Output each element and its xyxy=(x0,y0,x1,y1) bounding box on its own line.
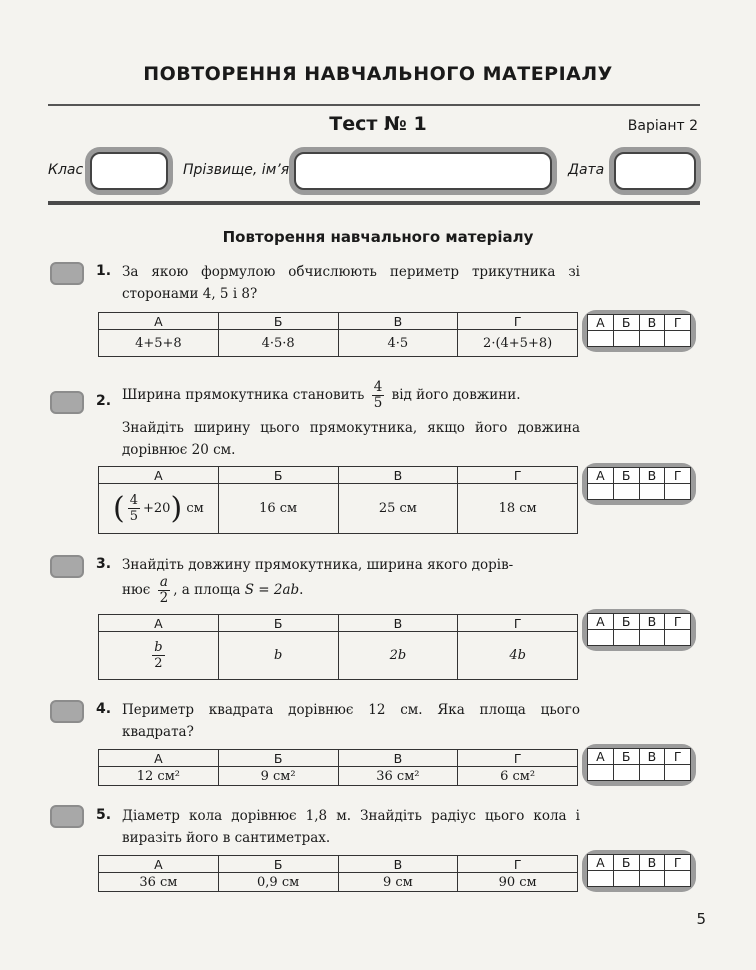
option-g: 2·(4+5+8) xyxy=(458,330,578,357)
option-header-g: Г xyxy=(458,856,578,873)
options-table xyxy=(98,466,578,534)
option-a: 4+5+8 xyxy=(99,330,219,357)
score-box[interactable] xyxy=(50,555,84,578)
option-a-unit: см xyxy=(186,501,204,516)
answer-grid xyxy=(582,850,696,892)
answer-letter-v: В xyxy=(639,749,665,765)
fraction-denominator: 2 xyxy=(159,590,169,606)
option-b-value: b xyxy=(273,648,283,663)
answer-cell-v[interactable] xyxy=(639,765,665,781)
answer-letter-g: Г xyxy=(665,614,691,630)
paren-right: ) xyxy=(170,491,183,526)
answer-cell-b[interactable] xyxy=(613,630,639,646)
option-header-a: А xyxy=(99,750,219,767)
answer-letter-b: Б xyxy=(613,614,639,630)
answer-letter-v: В xyxy=(639,315,665,331)
page-title: ПОВТОРЕННЯ НАВЧАЛЬНОГО МАТЕРІАЛУ xyxy=(143,63,613,85)
answer-grid xyxy=(582,463,696,505)
answer-cell-a[interactable] xyxy=(588,765,614,781)
fraction-numerator: 4 xyxy=(129,493,139,508)
question-text-part: нює xyxy=(122,582,151,598)
answer-cell-v[interactable] xyxy=(639,871,665,887)
question-number: 4. xyxy=(96,701,112,717)
question-text xyxy=(122,380,580,411)
question-text: Периметр квадрата дорівнює 12 см. Яка площа цього квадрата? xyxy=(122,702,580,740)
answer-letter-b: Б xyxy=(613,468,639,484)
option-v xyxy=(338,632,458,680)
answer-cell-a[interactable] xyxy=(588,484,614,500)
answer-letter-b: Б xyxy=(613,855,639,871)
fraction-numerator-value: a xyxy=(159,574,168,590)
option-header-b: Б xyxy=(218,615,338,632)
answer-cell-v[interactable] xyxy=(639,484,665,500)
answer-letter-a: А xyxy=(588,614,614,630)
answer-cell-b[interactable] xyxy=(613,484,639,500)
score-box[interactable] xyxy=(50,805,84,828)
option-a xyxy=(99,632,219,680)
option-header-a: А xyxy=(99,615,219,632)
option-v: 25 см xyxy=(338,484,458,534)
fraction xyxy=(152,640,164,671)
answer-cell-g[interactable] xyxy=(665,331,691,347)
class-label: Клас xyxy=(48,162,84,178)
option-header-a: А xyxy=(99,467,219,484)
question-text: Знайдіть довжину прямокутника, ширина якого дорів- xyxy=(122,557,514,573)
fraction xyxy=(158,575,171,606)
answer-letter-v: В xyxy=(639,614,665,630)
formula: S = 2ab xyxy=(244,582,300,598)
fraction xyxy=(128,493,140,524)
question-text: За якою формулою обчислюють периметр трикутника зі сторонами 4, 5 і 8? xyxy=(122,264,580,302)
option-a: 36 см xyxy=(99,873,219,892)
fraction-numerator: 4 xyxy=(373,379,383,395)
answer-cell-g[interactable] xyxy=(665,765,691,781)
option-b: 16 см xyxy=(218,484,338,534)
answer-letter-a: А xyxy=(588,468,614,484)
class-field[interactable] xyxy=(90,152,168,190)
fraction-denominator: 5 xyxy=(373,395,383,411)
score-box[interactable] xyxy=(50,391,84,414)
fraction-numerator xyxy=(158,575,171,591)
options-table xyxy=(98,312,578,357)
fraction xyxy=(372,380,385,411)
answer-letter-b: Б xyxy=(613,315,639,331)
question-number: 2. xyxy=(96,393,112,409)
date-field[interactable] xyxy=(614,152,696,190)
answer-grid xyxy=(582,609,696,651)
question-number: 5. xyxy=(96,807,112,823)
option-header-a: А xyxy=(99,313,219,330)
answer-cell-a[interactable] xyxy=(588,630,614,646)
answer-letter-g: Г xyxy=(665,468,691,484)
option-g-value: 4b xyxy=(509,648,526,663)
option-header-b: Б xyxy=(218,313,338,330)
score-box[interactable] xyxy=(50,700,84,723)
answer-cell-g[interactable] xyxy=(665,484,691,500)
option-a: 12 см² xyxy=(99,767,219,786)
answer-letter-a: А xyxy=(588,855,614,871)
date-label: Дата xyxy=(568,162,605,178)
answer-grid xyxy=(582,744,696,786)
option-header-v: В xyxy=(338,750,458,767)
answer-cell-a[interactable] xyxy=(588,331,614,347)
question-text-2: Знайдіть ширину цього прямокутника, якщо його довжина дорівнює 20 см. xyxy=(122,420,580,458)
option-g xyxy=(458,632,578,680)
name-field[interactable] xyxy=(294,152,552,190)
option-header-v: В xyxy=(338,856,458,873)
question-text-2 xyxy=(122,575,580,606)
divider-header-bottom xyxy=(48,201,700,205)
option-header-a: А xyxy=(99,856,219,873)
option-header-v: В xyxy=(338,467,458,484)
fraction-numerator-value: b xyxy=(154,640,163,655)
option-v: 9 см xyxy=(338,873,458,892)
option-g: 18 см xyxy=(458,484,578,534)
option-b: 0,9 см xyxy=(218,873,338,892)
answer-cell-g[interactable] xyxy=(665,871,691,887)
option-header-b: Б xyxy=(218,467,338,484)
score-box[interactable] xyxy=(50,262,84,285)
question-text-part: . xyxy=(299,582,304,598)
answer-cell-b[interactable] xyxy=(613,331,639,347)
divider-top xyxy=(48,104,700,106)
paren-left: ( xyxy=(113,491,125,526)
answer-letter-a: А xyxy=(588,315,614,331)
answer-letter-a: А xyxy=(588,749,614,765)
option-a-addend: +20 xyxy=(143,501,171,516)
answer-letter-v: В xyxy=(639,855,665,871)
page-number: 5 xyxy=(696,910,706,928)
options-table xyxy=(98,855,578,892)
options-table xyxy=(98,614,578,680)
question-text-part: Ширина прямокутника становить xyxy=(122,387,365,403)
question-number: 1. xyxy=(96,263,112,279)
answer-letter-g: Г xyxy=(665,749,691,765)
answer-cell-v[interactable] xyxy=(639,331,665,347)
option-g: 6 см² xyxy=(458,767,578,786)
test-title: Тест № 1 xyxy=(329,113,427,135)
option-b: 4·5·8 xyxy=(218,330,338,357)
answer-cell-g[interactable] xyxy=(665,630,691,646)
question-number: 3. xyxy=(96,556,112,572)
option-b: 9 см² xyxy=(218,767,338,786)
answer-cell-v[interactable] xyxy=(639,630,665,646)
fraction-denominator: 5 xyxy=(129,509,139,524)
option-header-v: В xyxy=(338,313,458,330)
question-text-part: , а площа xyxy=(173,582,241,598)
option-v: 4·5 xyxy=(338,330,458,357)
answer-cell-a[interactable] xyxy=(588,871,614,887)
name-label: Прізвище, ім’я xyxy=(183,162,290,178)
answer-grid xyxy=(582,310,696,352)
option-v-value: 2b xyxy=(389,648,407,663)
fraction-numerator xyxy=(152,640,164,656)
option-header-g: Г xyxy=(458,467,578,484)
option-v: 36 см² xyxy=(338,767,458,786)
answer-letter-v: В xyxy=(639,468,665,484)
option-header-g: Г xyxy=(458,313,578,330)
option-g: 90 см xyxy=(458,873,578,892)
answer-letter-g: Г xyxy=(665,315,691,331)
option-a xyxy=(99,484,219,534)
fraction-denominator: 2 xyxy=(154,656,163,671)
answer-cell-b[interactable] xyxy=(613,765,639,781)
option-header-g: Г xyxy=(458,615,578,632)
option-header-g: Г xyxy=(458,750,578,767)
answer-letter-b: Б xyxy=(613,749,639,765)
section-title: Повторення навчального матеріалу xyxy=(222,228,534,246)
variant-label: Варіант 2 xyxy=(627,118,698,134)
question-text-part: від його довжини. xyxy=(391,387,521,403)
question-text: Діаметр кола дорівнює 1,8 м. Знайдіть радіус цього кола і виразіть його в сантиметрах. xyxy=(122,808,580,846)
option-header-b: Б xyxy=(218,856,338,873)
options-table xyxy=(98,749,578,786)
option-b xyxy=(218,632,338,680)
answer-cell-b[interactable] xyxy=(613,871,639,887)
answer-letter-g: Г xyxy=(665,855,691,871)
option-header-b: Б xyxy=(218,750,338,767)
option-header-v: В xyxy=(338,615,458,632)
